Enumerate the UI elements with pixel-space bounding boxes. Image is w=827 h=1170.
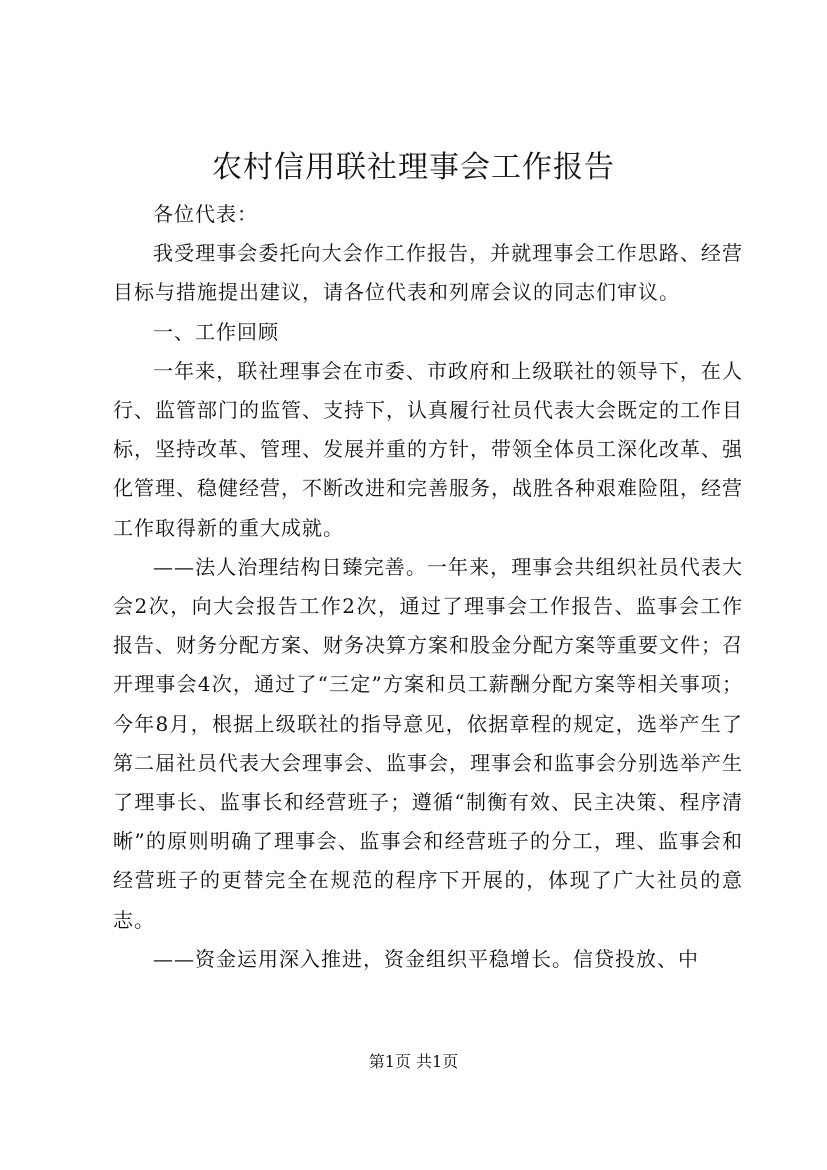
review-paragraph: 一年来，联社理事会在市委、市政府和上级联社的领导下，在人行、监管部门的监管、支持下，认真履行社员代表大会既定的工作目标，坚持改革、管理、发展并重的方针，带领全体员工深化改革、强化管理、稳健经营，不断改进和完善服务，战胜各种艰难险阻，经营工作取得新的重大成就。: [113, 358, 743, 540]
page-footer: 第1页 共1页: [368, 1052, 459, 1071]
intro-paragraph: 我受理事会委托向大会作工作报告，并就理事会工作思路、经营目标与措施提出建议，请各位代表和列席会议的同志们审议。: [113, 241, 743, 305]
section-heading: 一、工作回顾: [153, 319, 279, 344]
document-body: [113, 195, 743, 979]
governance-paragraph: ——法人治理结构日臻完善。一年来，理事会共组织社员代表大会2次，向大会报告工作2次，通过了理事会工作报告、监事会工作报告、财务分配方案、财务决算方案和股金分配方案等重要文件；召开理事会4次，通过了“三定”方案和员工薪酬分配方案等相关事项；今年8月，根据上级联社的指导意见，依据章程的规定，选举产生了第二届社员代表大会理事会、监事会，理事会和监事会分别选举产生了理事长、监事长和经营班子；遵循“制衡有效、民主决策、程序清晰”的原则明确了理事会、监事会和经营班子的分工，理、监事会和经营班子的更替完全在规范的程序下开展的，体现了广大社员的意志。: [113, 554, 743, 932]
funds-paragraph: ——资金运用深入推进，资金组织平稳增长。信贷投放、中: [153, 946, 699, 971]
salutation-paragraph: 各位代表：: [153, 202, 258, 226]
document-title: 农村信用联社理事会工作报告: [212, 150, 615, 185]
